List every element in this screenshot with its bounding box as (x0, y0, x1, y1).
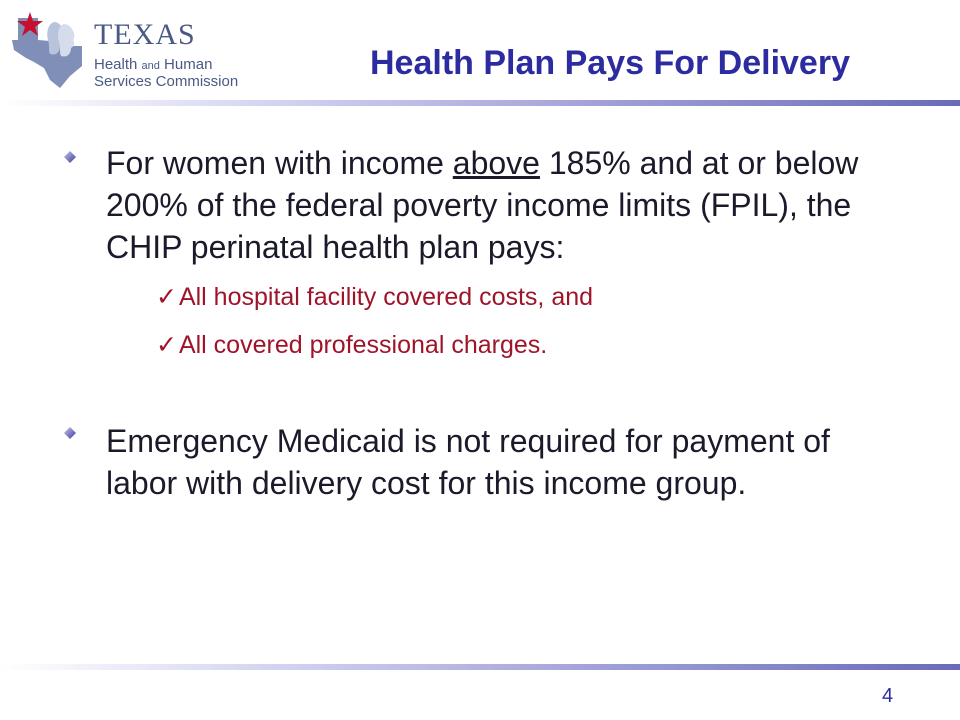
check-item-professional: ✓All covered professional charges. (156, 331, 548, 359)
bullet-text-emergency-medicaid: Emergency Medicaid is not required for payment of labor with delivery cost for this income group. (106, 423, 830, 501)
hhsc-logo (10, 10, 270, 90)
logo-title: TEXAS (94, 18, 196, 51)
logo-subtitle-line1: Health and Human (94, 56, 213, 73)
footer-divider (0, 664, 960, 670)
check-item-hospital: ✓All hospital facility covered costs, and (156, 283, 594, 311)
texas-map-icon (10, 10, 94, 90)
diamond-bullet-icon (64, 427, 76, 439)
logo-subtitle-line2: Services Commission (94, 73, 239, 90)
diamond-bullet-icon (64, 151, 76, 163)
header-divider (0, 100, 960, 106)
checkmark-icon: ✓ (156, 283, 177, 311)
underlined-word: above (452, 145, 540, 181)
page-number: 4 (882, 685, 894, 707)
slide-title: Health Plan Pays For Delivery (370, 44, 850, 82)
checkmark-icon: ✓ (156, 331, 177, 359)
bullet-text-income: For women with income above 185% and at or below 200% of the federal poverty income limits (FPIL), the CHIP perinatal health plan pays: (106, 145, 859, 265)
